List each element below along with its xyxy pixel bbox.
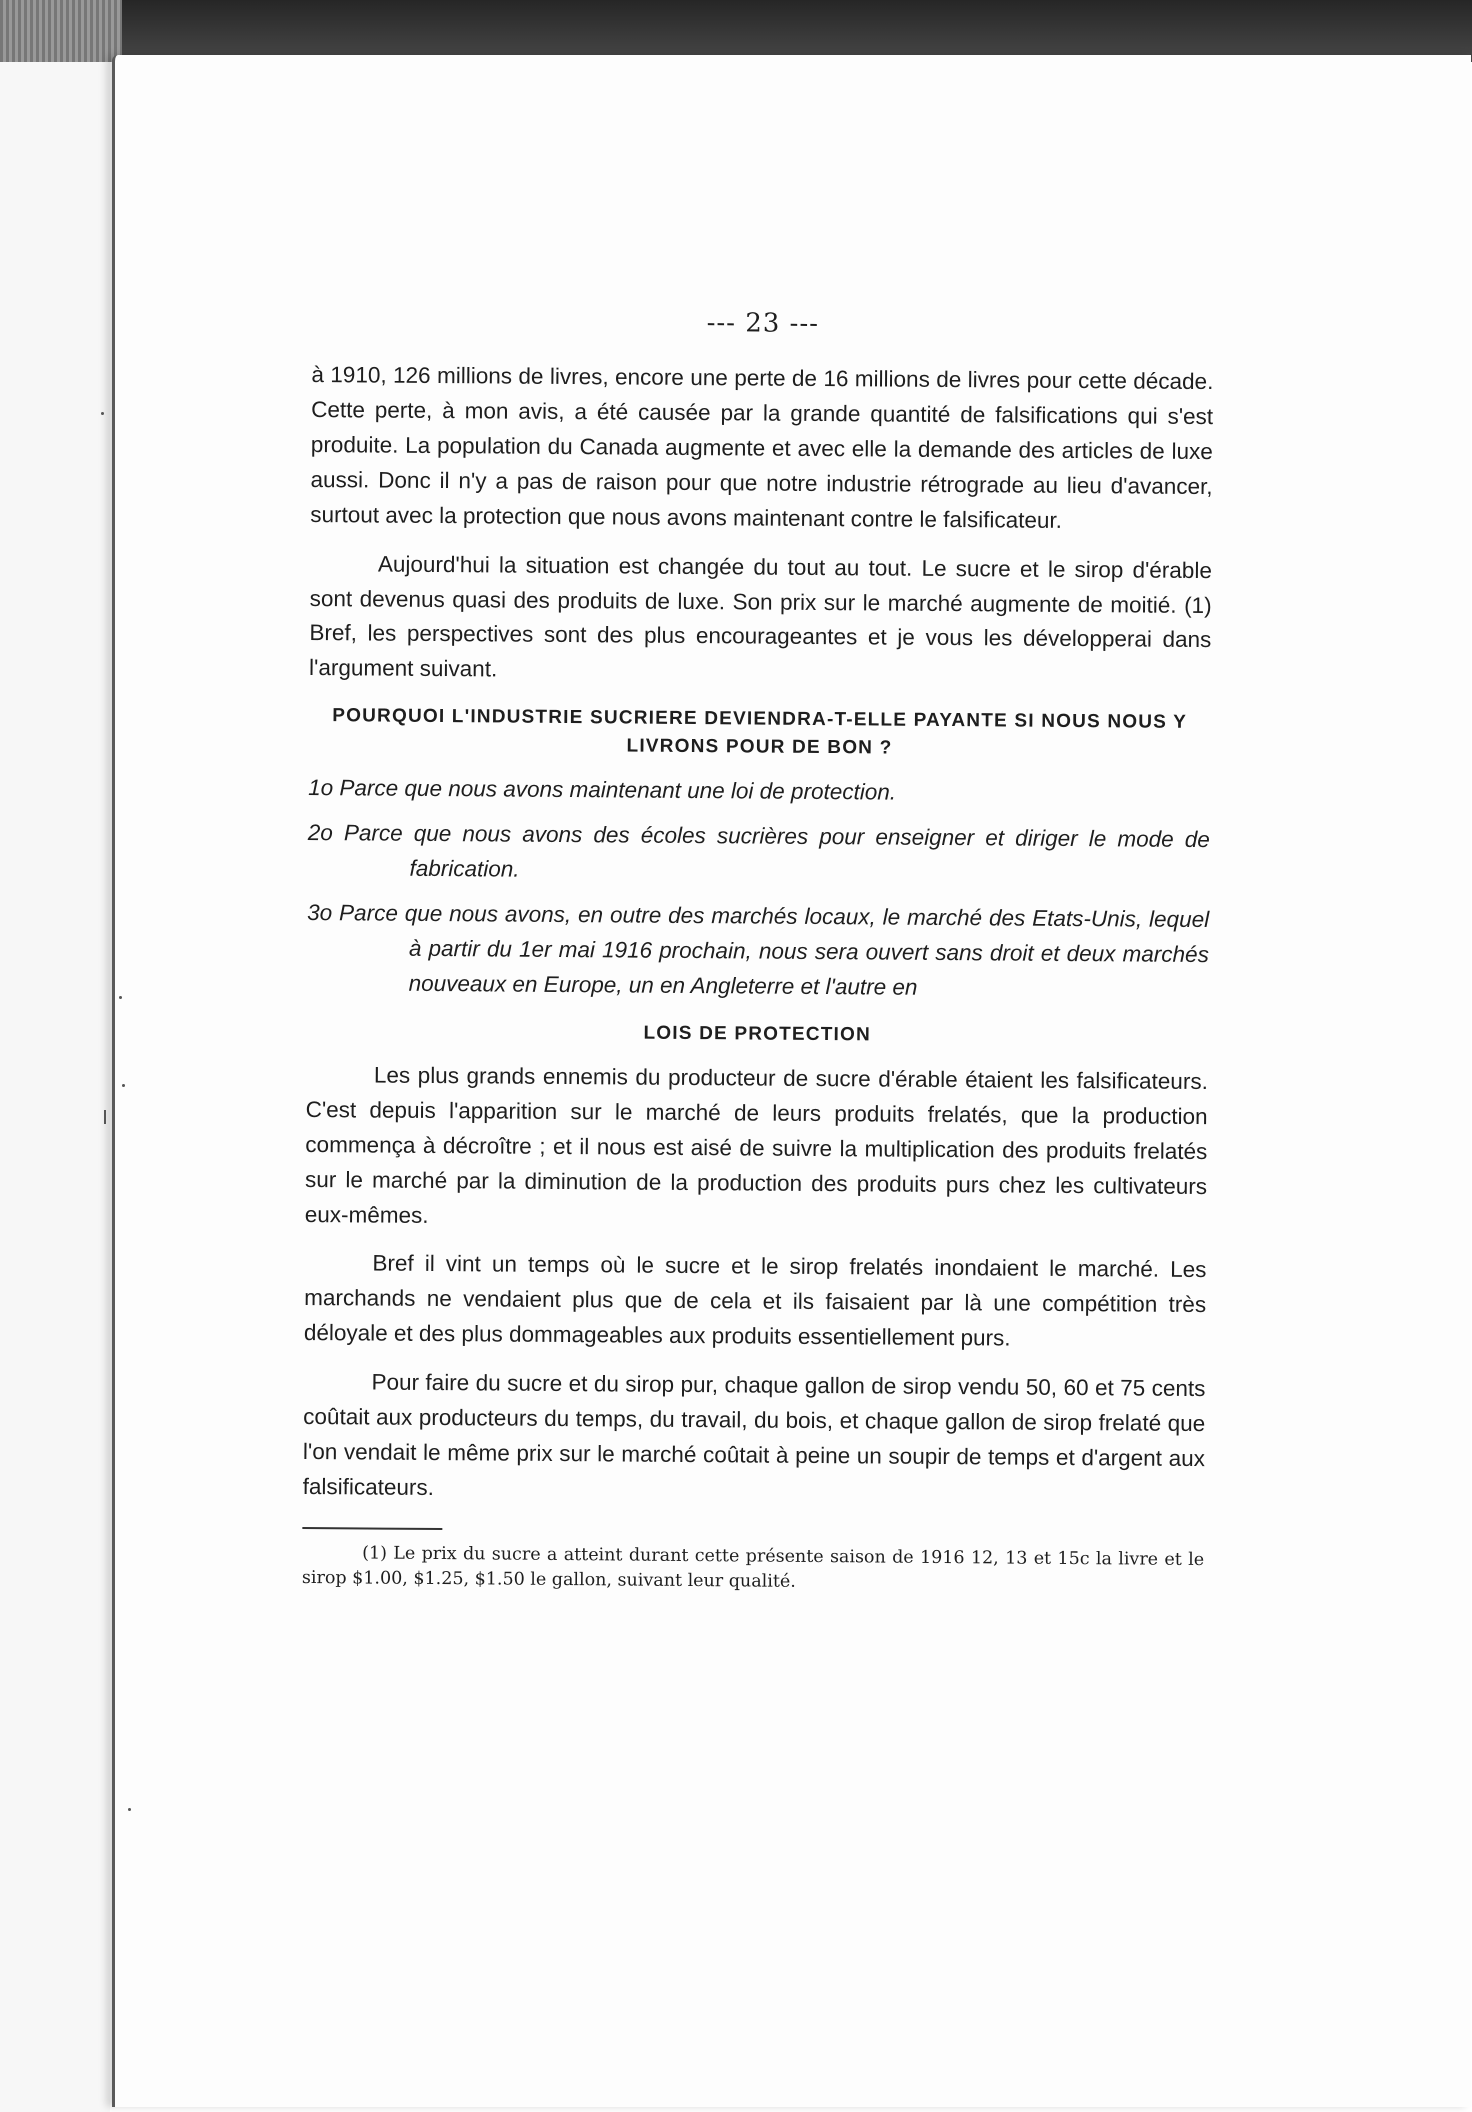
page-content — [302, 300, 1214, 1598]
paragraph: Pour faire du sucre et du sirop pur, chaque gallon de sirop vendu 50, 60 et 75 cents coûtait aux producteurs du temps, du travail, du bois, et chaque gallon de sirop frelaté que l'on vendait le même prix sur le marché coûtait à peine un soupir de temps et d'argent aux falsificateurs. — [302, 1369, 1206, 1500]
scan-top-border — [0, 0, 1472, 62]
footnote-rule — [302, 1527, 442, 1530]
paragraph: Bref il vint un temps où le sucre et le sirop frelatés inondaient le marché. Les marchands ne vendaient plus que de cela et ils faisaient par là une compétition très déloyale et des plus dommageables aux produits essentiellement purs. — [303, 1250, 1207, 1351]
section-heading: LOIS DE PROTECTION — [643, 1022, 872, 1045]
scan-speck — [119, 996, 122, 999]
list-item: 3o Parce que nous avons, en outre des marchés locaux, le marché des Etats-Unis, lequel à partir du 1er mai 1916 prochain, nous sera ouvert sans droit et deux marchés nouveaux en Europe, un en Angleterre et l'autre en — [307, 899, 1210, 1000]
scan-edge-artifact — [0, 0, 122, 62]
paragraph: Les plus grands ennemis du producteur de sucre d'érable étaient les falsificateurs. C'est depuis l'apparition sur le marché de leurs produits frelatés, que la production commença à décroître ; et il nous est aisé de suivre la multiplication des produits frelatés sur le marché par la diminution de la production des produits purs chez les cultivateurs eux-mêmes. — [304, 1062, 1208, 1228]
scan-speck — [101, 412, 104, 415]
page-number: --- 23 --- — [706, 308, 820, 339]
list-item: 2o Parce que nous avons des écoles sucrières pour enseigner et diriger le mode de fabrication. — [307, 820, 1210, 882]
scan-speck — [104, 1110, 106, 1124]
section-heading: POURQUOI L'INDUSTRIE SUCRIERE DEVIENDRA-T-ELLE PAYANTE SI NOUS NOUS Y LIVRONS POUR DE BON ? — [332, 705, 1188, 759]
paragraph: à 1910, 126 millions de livres, encore une perte de 16 millions de livres pour cette décade. Cette perte, à mon avis, a été causée par la grande quantité de falsifications qui s'est produite. La population du Canada augmente et avec elle la demande des articles de luxe aussi. Donc il n'y a pas de raison pour que notre industrie rétrograde au lieu d'avancer, surtout avec la protection que nous avons maintenant contre le falsificateur. — [310, 362, 1214, 533]
scan-speck — [122, 1084, 125, 1087]
scan-speck — [128, 1808, 131, 1811]
facing-page-strip — [0, 62, 110, 2112]
footnote: (1) Le prix du sucre a atteint durant cette présente saison de 1916 12, 13 et 15c la livre et le sirop $1.00, $1.25, $1.50 le gallon, suivant leur qualité. — [301, 1542, 1205, 1592]
list-item: 1o Parce que nous avons maintenant une loi de protection. — [308, 775, 897, 805]
paragraph: Aujourd'hui la situation est changée du tout au tout. Le sucre et le sirop d'érable sont devenus quasi des produits de luxe. Son prix sur le marché augmente de moitié. (1) Bref, les perspectives sont des plus encourageantes et je vous les développerai dans l'argument suivant. — [309, 551, 1213, 682]
